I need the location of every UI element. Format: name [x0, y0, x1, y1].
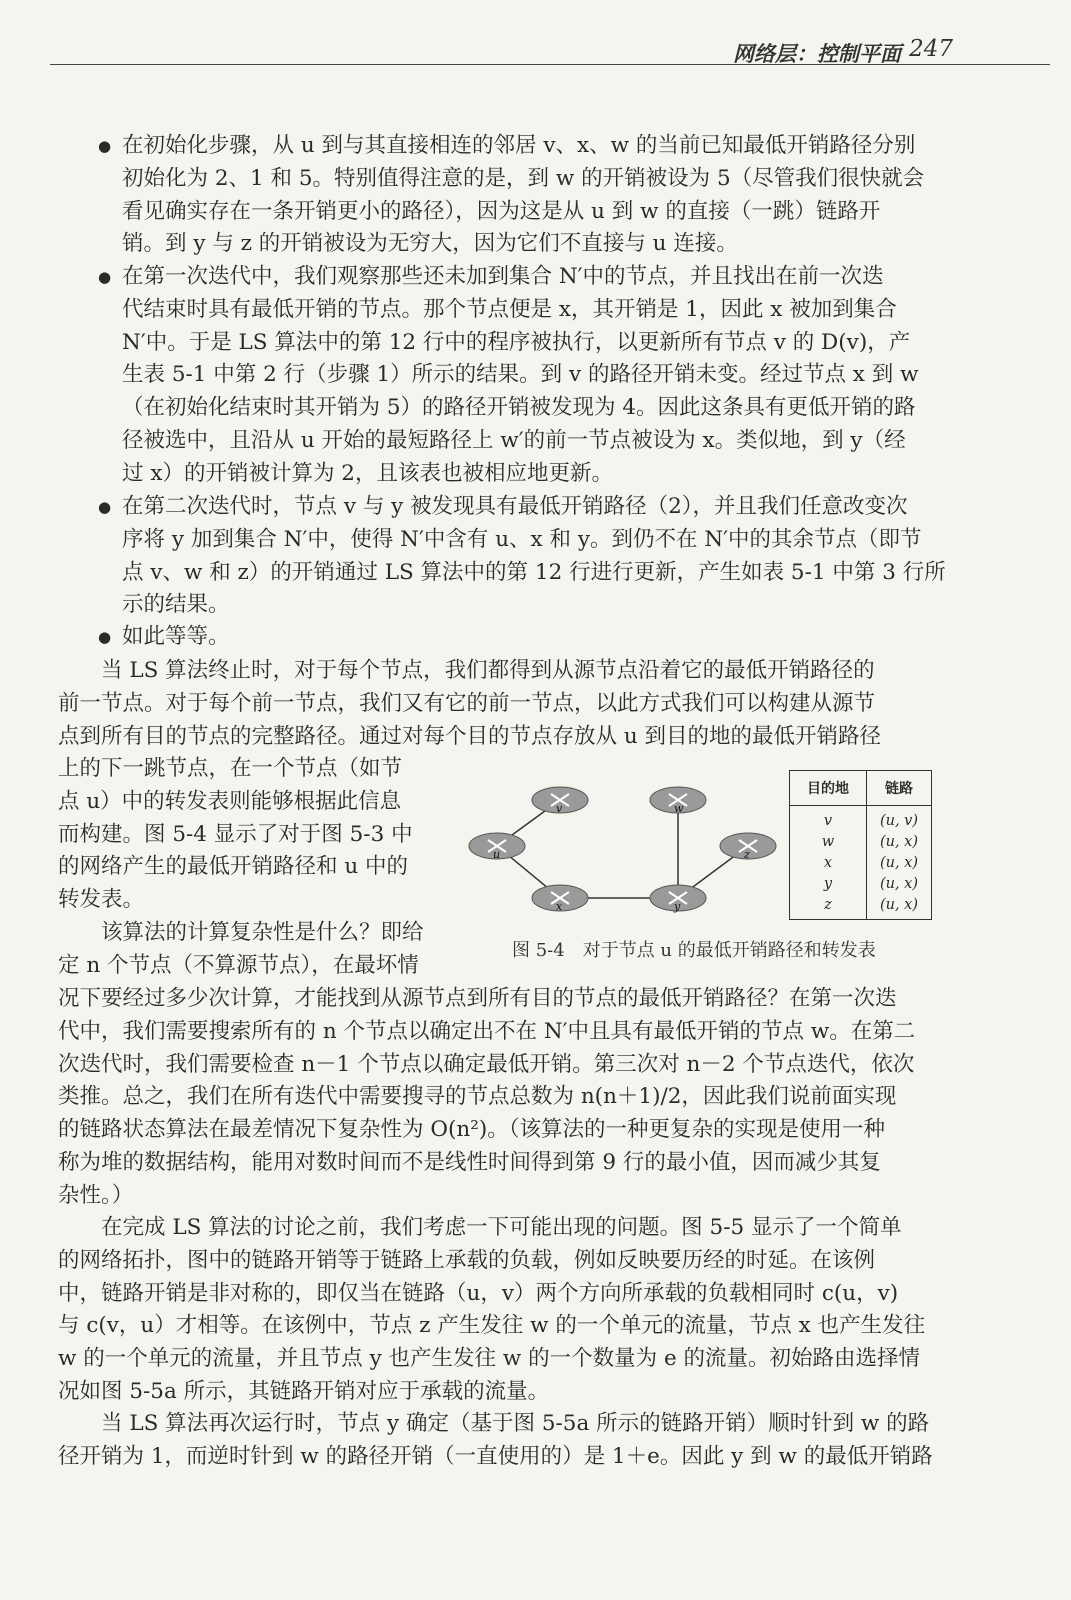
text-line: 当 LS 算法再次运行时，节点 y 确定（基于图 5-5a 所示的链路开销）顺时针到 w 的路	[101, 1411, 930, 1436]
text-line: 看见确实存在一条开销更小的路径），因为这是从 u 到 w 的直接（一跳）链路开	[122, 198, 881, 224]
text-line: 代中，我们需要搜索所有的 n 个节点以确定出不在 N′中且具有最低开销的节点 w。在第二	[58, 1018, 916, 1044]
router-label: x	[556, 900, 563, 913]
text-line: 在初始化步骤，从 u 到与其直接相连的邻居 v、x、w 的当前已知最低开销路径分别	[122, 133, 916, 158]
paragraph-ls-rerun	[58, 1408, 948, 1474]
table-header-destination: 目的地	[790, 771, 867, 806]
page-number: 247	[909, 36, 953, 62]
text-line: 如此等等。	[122, 624, 230, 649]
text-line: 该算法的计算复杂性是什么？即给	[101, 920, 424, 945]
router-y	[650, 885, 706, 913]
router-label: v	[556, 802, 563, 815]
text-line: （在初始化结束时其开销为 5）的路径开销被发现为 4。因此这条具有更低开销的路	[122, 395, 916, 421]
bullet-item	[122, 261, 952, 491]
router-label: z	[744, 848, 750, 861]
router-v	[532, 787, 588, 815]
bullet-dot: ●	[98, 137, 112, 155]
network-diagram	[465, 780, 785, 930]
text-line: 与 c(v，u）才相等。在该例中，节点 z 产生发往 w 的一个单元的流量，节点 x 也产生发往	[58, 1313, 926, 1339]
figure-5-4	[465, 770, 955, 1000]
text-line: 序将 y 加到集合 N′中，使得 N′中含有 u、x 和 y。到仍不在 N′中的其余节点（即节	[122, 526, 922, 552]
text-line: 在第二次迭代时，节点 v 与 y 被发现具有最低开销路径（2），并且我们任意改变次	[122, 494, 908, 519]
text-line: 类推。总之，我们在所有迭代中需要搜寻的节点总数为 n(n＋1)/2，因此我们说前面实现	[58, 1084, 897, 1110]
text-line: 在第一次迭代中，我们观察那些还未加到集合 N′中的节点，并且找出在前一次迭	[122, 264, 884, 289]
router-x	[532, 885, 588, 913]
text-line: 称为堆的数据结构，能用对数时间而不是线性时间得到第 9 行的最小值，因而减少其复	[58, 1149, 881, 1175]
text-line: 示的结果。	[122, 592, 230, 618]
text-line: 的网络拓扑，图中的链路开销等于链路上承载的负载，例如反映要历经的时延。在该例	[58, 1247, 876, 1273]
text-line: 销。到 y 与 z 的开销被设为无穷大，因为它们不直接与 u 连接。	[122, 231, 738, 257]
table-cell-destination: v	[790, 806, 867, 832]
table-row	[790, 873, 932, 894]
paragraph-oscillation	[58, 1212, 948, 1409]
router-label: y	[674, 900, 681, 913]
router-w	[650, 787, 706, 815]
text-line: 初始化为 2、1 和 5。特别值得注意的是，到 w 的开销被设为 5（尽管我们很快就会	[122, 165, 925, 191]
text-line: 转发表。	[58, 887, 145, 913]
bullet-item	[122, 491, 952, 622]
text-line: 前一节点。对于每个前一节点，我们又有它的前一节点，以此方式我们可以构建从源节	[58, 690, 876, 716]
text-line: 点 u）中的转发表则能够根据此信息	[58, 788, 402, 814]
text-line: 代结束时具有最低开销的节点。那个节点便是 x，其开销是 1，因此 x 被加到集合	[122, 296, 897, 322]
bullet-item	[122, 621, 952, 654]
text-line: 当 LS 算法终止时，对于每个节点，我们都得到从源节点沿着它的最低开销路径的	[101, 658, 875, 683]
router-z	[720, 833, 776, 861]
text-line: 况如图 5-5a 所示，其链路开销对应于承载的流量。	[58, 1378, 550, 1404]
text-line: 点 v、w 和 z）的开销通过 LS 算法中的第 12 行进行更新，产生如表 5-1 中第 3 行所	[122, 559, 946, 585]
text-line: 径被选中，且沿从 u 开始的最短路径上 w′的前一节点被设为 x。类似地，到 y（经	[122, 427, 906, 453]
text-line: 的链路状态算法在最差情况下复杂性为 O(n²)。（该算法的一种更复杂的实现是使用一种	[58, 1117, 885, 1143]
text-line: 点到所有目的节点的完整路径。通过对每个目的节点存放从 u 到目的地的最低开销路径	[58, 723, 882, 749]
bullet-dot: ●	[98, 628, 112, 646]
table-row	[790, 852, 932, 873]
table-cell-link: (u, x)	[867, 852, 932, 873]
table-row	[790, 831, 932, 852]
text-line: 杂性。）	[58, 1182, 134, 1208]
text-line: 而构建。图 5-4 显示了对于图 5-3 中	[58, 821, 413, 847]
text-line: 生表 5-1 中第 2 行（步骤 1）所示的结果。到 v 的路径开销未变。经过节点 x 到 w	[122, 362, 919, 388]
text-line: 定 n 个节点（不算源节点），在最坏情	[58, 952, 419, 978]
router-u	[469, 833, 525, 861]
text-line: 次迭代时，我们需要检查 n－1 个节点以确定最低开销。第三次对 n－2 个节点迭代，依次	[58, 1051, 915, 1077]
table-cell-link: (u, v)	[867, 806, 932, 832]
paragraph-complexity-start	[58, 917, 446, 983]
table-cell-destination: x	[790, 852, 867, 873]
running-head: 网络层：控制平面	[733, 41, 901, 66]
router-label: w	[674, 802, 684, 815]
table-row	[790, 806, 932, 832]
text-line: 上的下一跳节点，在一个节点（如节	[58, 756, 403, 781]
table-cell-link: (u, x)	[867, 894, 932, 920]
text-line: w 的一个单元的流量，并且节点 y 也产生发往 w 的一个数量为 e 的流量。初始路由选择情	[58, 1346, 921, 1372]
table-cell-destination: w	[790, 831, 867, 852]
paragraph-ls-termination	[58, 655, 948, 753]
paragraph-complexity	[58, 983, 948, 1213]
text-line: 径开销为 1，而逆时针到 w 的路径开销（一直使用的）是 1＋e。因此 y 到 w 的最低开销路	[58, 1443, 933, 1469]
table-cell-link: (u, x)	[867, 831, 932, 852]
table-header-link: 链路	[867, 771, 932, 806]
table-cell-destination: z	[790, 894, 867, 920]
forwarding-table	[789, 770, 932, 920]
text-line: 况下要经过多少次计算，才能找到从源节点到所有目的节点的最低开销路径？在第一次迭	[58, 986, 897, 1011]
bullet-dot: ●	[98, 498, 112, 516]
paragraph-forwarding-table	[58, 753, 446, 917]
bullet-item	[122, 130, 952, 261]
figure-caption: 图 5-4 对于节点 u 的最低开销路径和转发表	[512, 940, 876, 961]
bullet-dot: ●	[98, 268, 112, 286]
text-line: N′中。于是 LS 算法中的第 12 行中的程序被执行，以更新所有节点 v 的 D(v)，产	[122, 329, 911, 355]
table-row	[790, 894, 932, 920]
text-line: 在完成 LS 算法的讨论之前，我们考虑一下可能出现的问题。图 5-5 显示了一个简单	[101, 1215, 902, 1240]
text-line: 的网络产生的最低开销路径和 u 中的	[58, 854, 409, 880]
text-line: 过 x）的开销被计算为 2，且该表也被相应地更新。	[122, 460, 613, 486]
text-line: 中，链路开销是非对称的，即仅当在链路（u，v）两个方向所承载的负载相同时 c(u，v)	[58, 1280, 899, 1306]
header-rule	[50, 64, 1050, 65]
router-label: u	[493, 848, 501, 861]
table-cell-link: (u, x)	[867, 873, 932, 894]
table-cell-destination: y	[790, 873, 867, 894]
